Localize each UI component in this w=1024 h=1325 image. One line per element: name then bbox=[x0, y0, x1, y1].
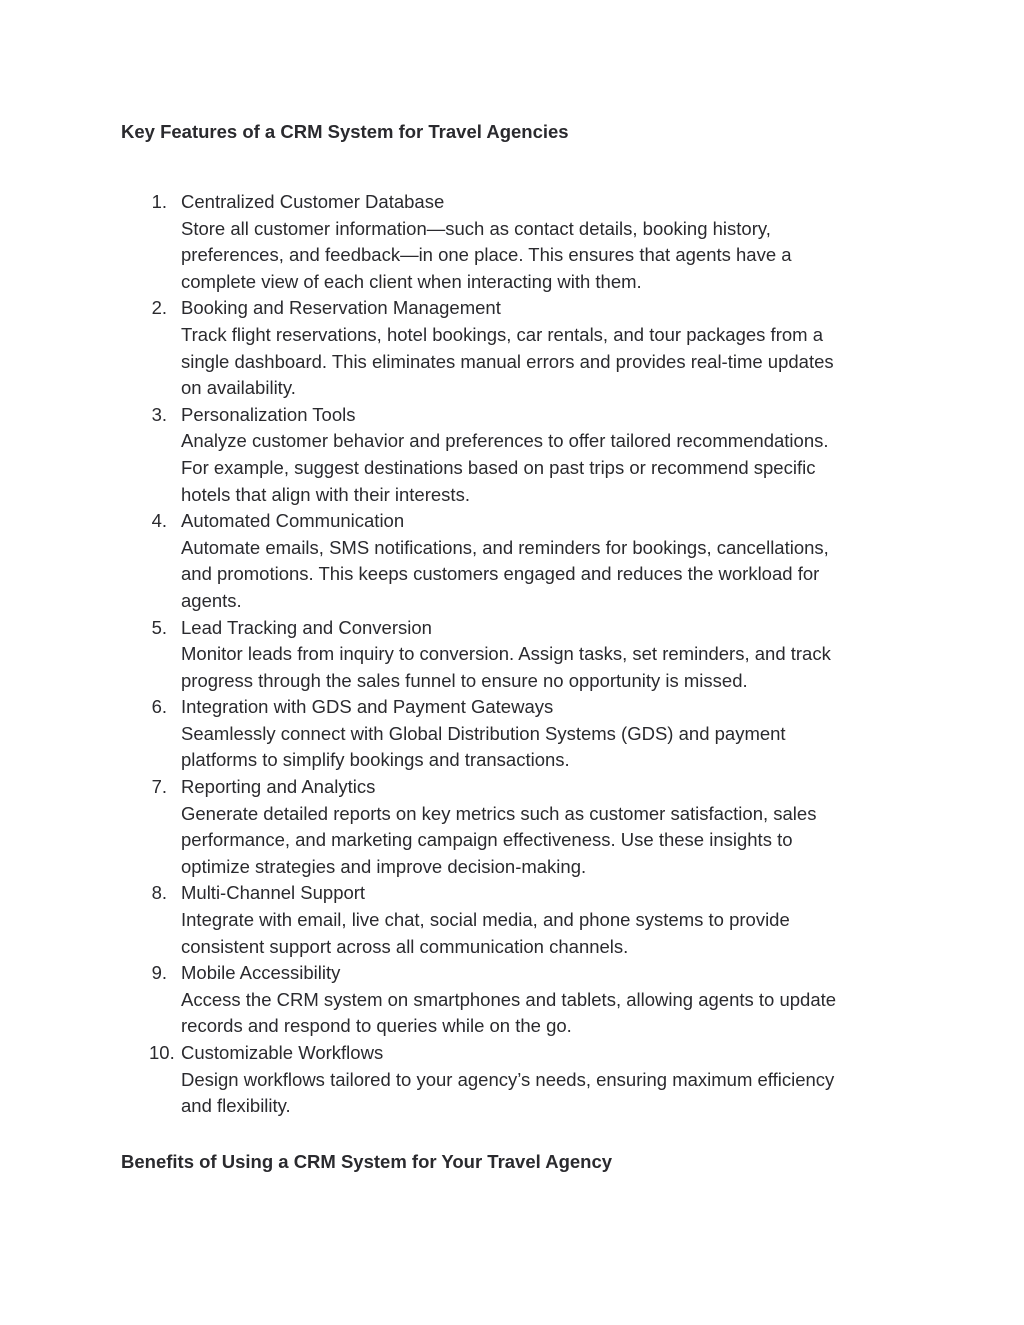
list-item-description-line: hotels that align with their interests. bbox=[181, 483, 470, 505]
list-item-description-line: and flexibility. bbox=[181, 1095, 291, 1117]
list-item-number: 10. bbox=[149, 1042, 175, 1063]
list-item-description-line: preferences, and feedback—in one place. This ensures that agents have a bbox=[181, 244, 792, 266]
list-item-number: 5. bbox=[151, 616, 167, 638]
list-item bbox=[121, 402, 911, 508]
list-item-description-line: optimize strategies and improve decision-making. bbox=[181, 855, 587, 877]
list-item-description-line: on availability. bbox=[181, 377, 296, 399]
features-heading: Key Features of a CRM System for Travel Agencies bbox=[121, 121, 569, 142]
list-item-description-line: platforms to simplify bookings and transactions. bbox=[181, 749, 570, 771]
list-item-title: Integration with GDS and Payment Gateways bbox=[181, 696, 554, 718]
list-item bbox=[121, 508, 911, 614]
list-item-number: 4. bbox=[151, 510, 167, 532]
features-list bbox=[121, 189, 911, 1120]
list-item-number: 6. bbox=[151, 696, 167, 718]
list-item bbox=[121, 880, 911, 960]
list-item-number: 1. bbox=[151, 191, 167, 212]
list-item-description-line: performance, and marketing campaign effectiveness. Use these insights to bbox=[181, 829, 793, 851]
benefits-heading: Benefits of Using a CRM System for Your Travel Agency bbox=[121, 1151, 613, 1172]
list-item-title: Personalization Tools bbox=[181, 403, 356, 425]
list-item bbox=[121, 615, 911, 695]
list-item-title: Centralized Customer Database bbox=[181, 191, 445, 212]
list-item-number: 7. bbox=[151, 776, 167, 798]
list-item bbox=[121, 1040, 911, 1120]
list-item-description-line: For example, suggest destinations based on past trips or recommend specific bbox=[181, 456, 816, 478]
list-item bbox=[121, 960, 911, 1040]
list-item-description-line: Track flight reservations, hotel bookings, car rentals, and tour packages from a bbox=[181, 323, 823, 345]
list-item-description-line: progress through the sales funnel to ensure no opportunity is missed. bbox=[181, 669, 748, 691]
list-item-description-line: complete view of each client when interacting with them. bbox=[181, 270, 642, 292]
list-item-title: Booking and Reservation Management bbox=[181, 297, 501, 319]
list-item-title: Customizable Workflows bbox=[181, 1042, 384, 1063]
list-item-description-line: Monitor leads from inquiry to conversion. Assign tasks, set reminders, and track bbox=[181, 643, 831, 665]
list-item bbox=[121, 295, 911, 401]
list-item bbox=[121, 694, 911, 774]
list-item-number: 2. bbox=[151, 297, 167, 319]
list-item-description-line: Generate detailed reports on key metrics such as customer satisfaction, sales bbox=[181, 802, 817, 824]
list-item-title: Lead Tracking and Conversion bbox=[181, 616, 432, 638]
list-item-number: 9. bbox=[151, 962, 167, 984]
list-item-title: Reporting and Analytics bbox=[181, 776, 376, 798]
list-item-description-line: and promotions. This keeps customers engaged and reduces the workload for bbox=[181, 563, 820, 585]
list-item-title: Mobile Accessibility bbox=[181, 962, 341, 984]
list-item-description-line: consistent support across all communication channels. bbox=[181, 935, 629, 957]
list-item-description-line: single dashboard. This eliminates manual errors and provides real-time updates bbox=[181, 350, 834, 372]
list-item bbox=[121, 774, 911, 880]
list-item-description-line: Automate emails, SMS notifications, and reminders for bookings, cancellations, bbox=[181, 536, 829, 558]
list-item-title: Multi-Channel Support bbox=[181, 882, 366, 904]
list-item-description-line: Seamlessly connect with Global Distribution Systems (GDS) and payment bbox=[181, 722, 786, 744]
list-item-number: 8. bbox=[151, 882, 167, 904]
list-item-description-line: Integrate with email, live chat, social media, and phone systems to provide bbox=[181, 909, 790, 931]
list-item bbox=[121, 189, 911, 295]
list-item-description-line: Store all customer information—such as contact details, booking history, bbox=[181, 217, 771, 239]
list-item-number: 3. bbox=[151, 403, 167, 425]
list-item-description-line: agents. bbox=[181, 589, 242, 611]
list-item-title: Automated Communication bbox=[181, 510, 405, 532]
list-item-description-line: records and respond to queries while on the go. bbox=[181, 1015, 572, 1037]
list-item-description-line: Access the CRM system on smartphones and tablets, allowing agents to update bbox=[181, 988, 837, 1010]
list-item-description-line: Design workflows tailored to your agency’s needs, ensuring maximum efficiency bbox=[181, 1068, 835, 1090]
list-item-description-line: Analyze customer behavior and preferences to offer tailored recommendations. bbox=[181, 430, 829, 452]
